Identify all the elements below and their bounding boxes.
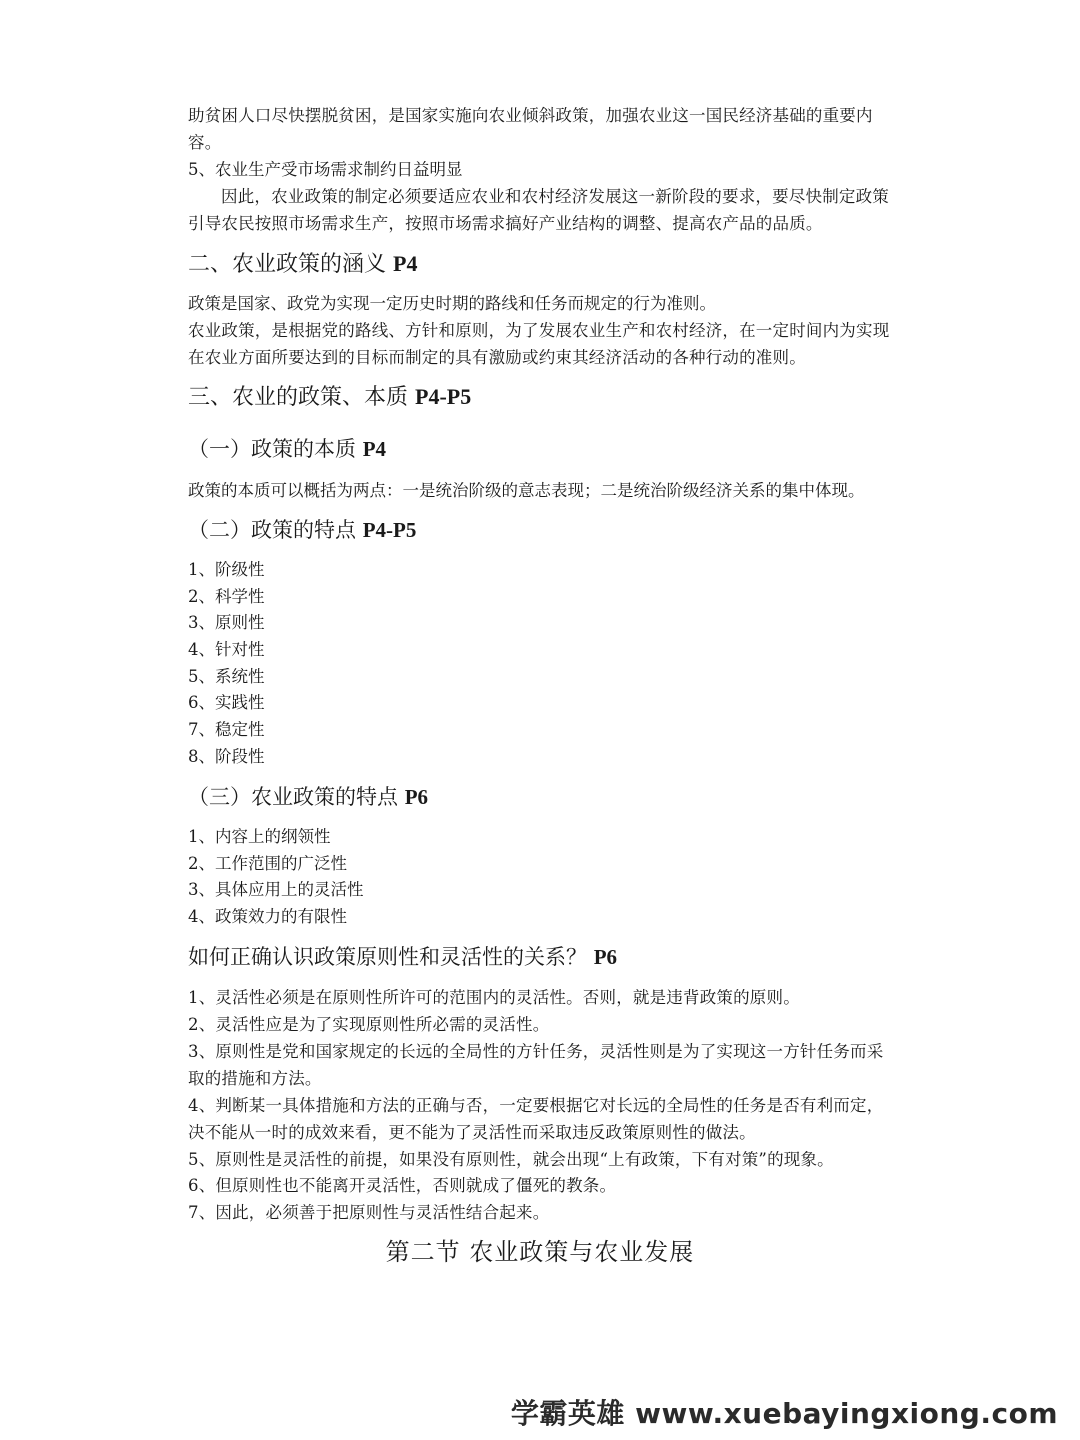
section-3-heading — [188, 382, 471, 413]
subsection-2-page-ref: P4-P5 — [362, 518, 417, 542]
subsection-2-title: （二）政策的特点 — [188, 518, 356, 542]
list-item: 1、内容上的纲领性 — [188, 827, 331, 846]
list-item: 3、原则性 — [188, 613, 265, 632]
list-item: 4、政策效力的有限性 — [188, 907, 347, 926]
subsection-1-page-ref: P4 — [362, 437, 387, 461]
list-item: 5、系统性 — [188, 667, 265, 686]
subsection-1-text: 政策的本质可以概括为两点：一是统治阶级的意志表现；二是统治阶级经济关系的集中体现。 — [188, 481, 865, 500]
subsection-3-title: （三）农业政策的特点 — [188, 785, 398, 809]
list-item: 6、实践性 — [188, 693, 265, 712]
list-item: 1、灵活性必须是在原则性所许可的范围内的灵活性。否则，就是违背政策的原则。 — [188, 988, 800, 1007]
subsection-3-heading — [188, 782, 428, 812]
list-item: 5、原则性是灵活性的前提，如果没有原则性，就会出现“上有政策，下有对策”的现象。 — [188, 1150, 834, 1169]
list-item: 2、灵活性应是为了实现原则性所必需的灵活性。 — [188, 1015, 550, 1034]
list-item: 7、稳定性 — [188, 720, 265, 739]
section-2-definition-2: 农业政策，是根据党的路线、方针和原则，为了发展农业生产和农村经济，在一定时间内为实现在农业方面所要达到的目标而制定的具有激励或约束其经济活动的各种行动的准则。 — [188, 321, 890, 367]
subsection-1-heading — [188, 434, 386, 464]
list-item: 3、原则性是党和国家规定的长远的全局性的方针任务，灵活性则是为了实现这一方针任务而采取的措施和方法。 — [188, 1042, 884, 1088]
intro-paragraph-1: 助贫困人口尽快摆脱贫困，是国家实施向农业倾斜政策，加强农业这一国民经济基础的重要内容。 — [188, 106, 873, 152]
section-3-page-ref: P4-P5 — [415, 384, 472, 409]
section-2-page-ref: P4 — [393, 251, 418, 276]
subsection-3-page-ref: P6 — [404, 785, 429, 809]
question-page-ref: P6 — [593, 945, 618, 969]
intro-paragraph-2: 因此，农业政策的制定必须要适应农业和农村经济发展这一新阶段的要求，要尽快制定政策引导农民按照市场需求生产，按照市场需求搞好产业结构的调整、提高农产品的品质。 — [188, 187, 889, 233]
subsection-2-heading — [188, 515, 416, 545]
list-item: 6、但原则性也不能离开灵活性，否则就成了僵死的教条。 — [188, 1176, 617, 1195]
section-2-title: 二、农业政策的涵义 — [188, 252, 387, 277]
intro-item-5: 5、农业生产受市场需求制约日益明显 — [188, 160, 463, 179]
list-item: 8、阶段性 — [188, 747, 265, 766]
list-item: 3、具体应用上的灵活性 — [188, 880, 364, 899]
section-2-definition-1: 政策是国家、政党为实现一定历史时期的路线和任务而规定的行为准则。 — [188, 294, 716, 313]
question-heading — [188, 942, 617, 972]
section-2-heading — [188, 249, 417, 280]
list-item: 4、针对性 — [188, 640, 265, 659]
list-item: 7、因此，必须善于把原则性与灵活性结合起来。 — [188, 1203, 550, 1222]
list-item: 1、阶级性 — [188, 560, 265, 579]
list-item: 2、科学性 — [188, 587, 265, 606]
list-item: 2、工作范围的广泛性 — [188, 854, 347, 873]
next-section-title: 第二节 农业政策与农业发展 — [385, 1238, 695, 1266]
section-3-title: 三、农业的政策、本质 — [188, 385, 409, 410]
question-title: 如何正确认识政策原则性和灵活性的关系？ — [188, 945, 587, 969]
subsection-1-title: （一）政策的本质 — [188, 437, 356, 461]
list-item: 4、判断某一具体措施和方法的正确与否，一定要根据它对长远的全局性的任务是否有利而定，决不能从一时的成效来看，更不能为了灵活性而采取违反政策原则性的做法。 — [188, 1096, 884, 1142]
watermark: 学霸英雄 www.xuebayingxiong.com — [510, 1397, 1058, 1430]
